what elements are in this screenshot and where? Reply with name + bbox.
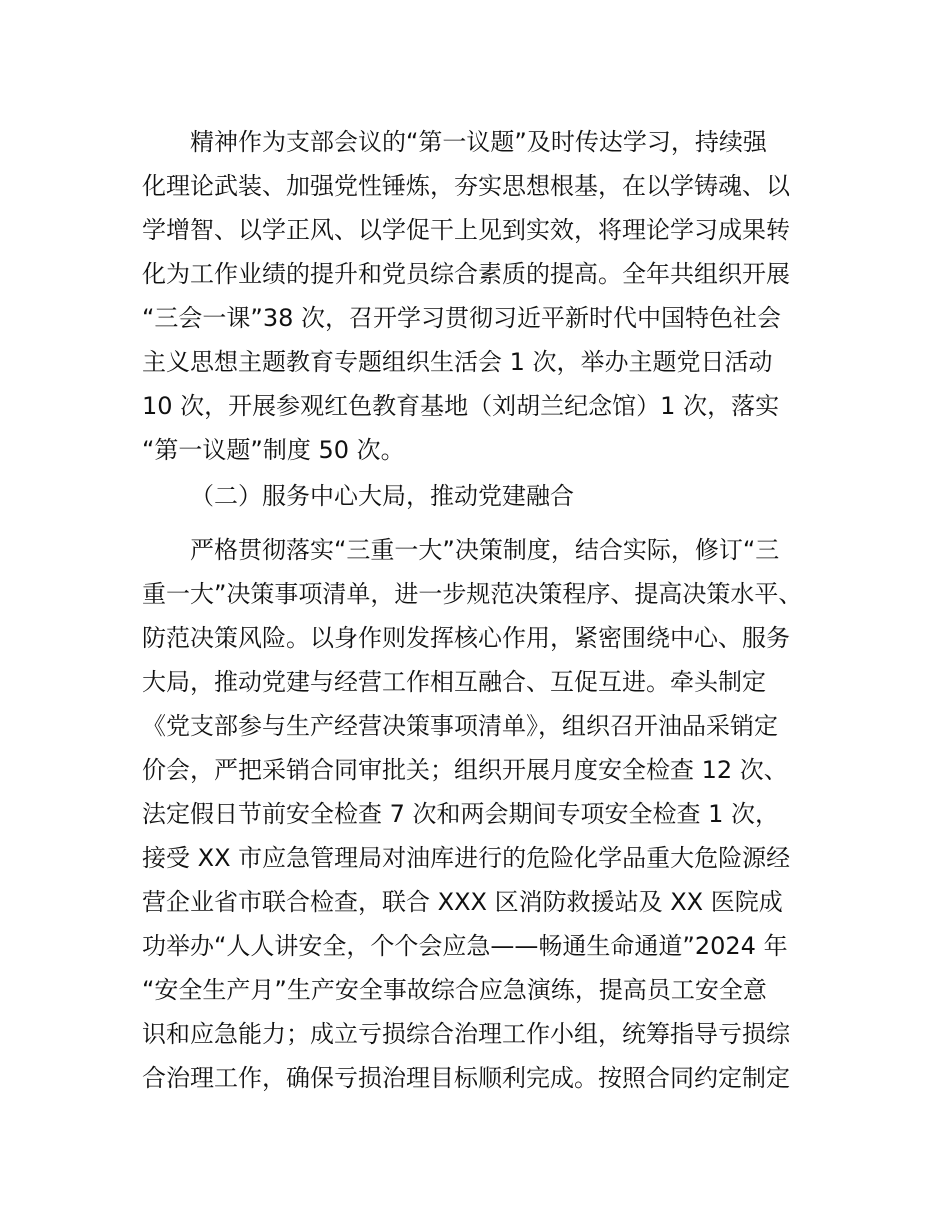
paragraph-2-line-10: 功举办“人人讲安全，个个会应急——畅通生命通道”2024 年 (142, 932, 788, 960)
paragraph-2-line-11: “安全生产月”生产安全事故综合应急演练，提高员工安全意 (142, 976, 767, 1004)
paragraph-2-line-1: 严格贯彻落实“三重一大”决策制度，结合实际，修订“三 (190, 536, 780, 564)
paragraph-2-line-3: 防范决策风险。以身作则发挥核心作用，紧密围绕中心、服务 (142, 624, 790, 652)
paragraph-1-line-7: 10 次，开展参观红色教育基地（刘胡兰纪念馆）1 次，落实 (142, 392, 780, 420)
paragraph-2-line-8: 接受 XX 市应急管理局对油库进行的危险化学品重大危险源经 (142, 844, 791, 872)
paragraph-2-line-13: 合治理工作，确保亏损治理目标顺利完成。按照合同约定制定 (142, 1064, 790, 1092)
paragraph-1-line-1: 精神作为支部会议的“第一议题”及时传达学习，持续强 (190, 128, 767, 156)
paragraph-2-line-2: 重一大”决策事项清单，进一步规范决策程序、提高决策水平、 (142, 580, 803, 608)
paragraph-2-line-4: 大局，推动党建与经营工作相互融合、互促互进。牵头制定 (142, 668, 766, 696)
paragraph-2-line-7: 法定假日节前安全检查 7 次和两会期间专项安全检查 1 次， (142, 800, 780, 828)
section-heading: （二）服务中心大局，推动党建融合 (190, 482, 574, 510)
paragraph-1-line-4: 化为工作业绩的提升和党员综合素质的提高。全年共组织开展 (142, 260, 790, 288)
paragraph-1-line-6: 主义思想主题教育专题组织生活会 1 次，举办主题党日活动 (142, 348, 773, 376)
paragraph-1-line-3: 学增智、以学正风、以学促干上见到实效，将理论学习成果转 (142, 216, 790, 244)
paragraph-1-line-8: “第一议题”制度 50 次。 (142, 436, 405, 464)
paragraph-2-line-5: 《党支部参与生产经营决策事项清单》，组织召开油品采销定 (142, 712, 778, 740)
paragraph-2-line-9: 营企业省市联合检查，联合 XXX 区消防救援站及 XX 医院成 (142, 888, 783, 916)
paragraph-2-line-6: 价会，严把采销合同审批关；组织开展月度安全检查 12 次、 (142, 756, 788, 784)
paragraph-1-line-2: 化理论武装、加强党性锤炼，夯实思想根基，在以学铸魂、以 (142, 172, 790, 200)
paragraph-1-line-5: “三会一课”38 次，召开学习贯彻习近平新时代中国特色社会 (142, 304, 782, 332)
paragraph-2-line-12: 识和应急能力；成立亏损综合治理工作小组，统筹指导亏损综 (142, 1020, 790, 1048)
